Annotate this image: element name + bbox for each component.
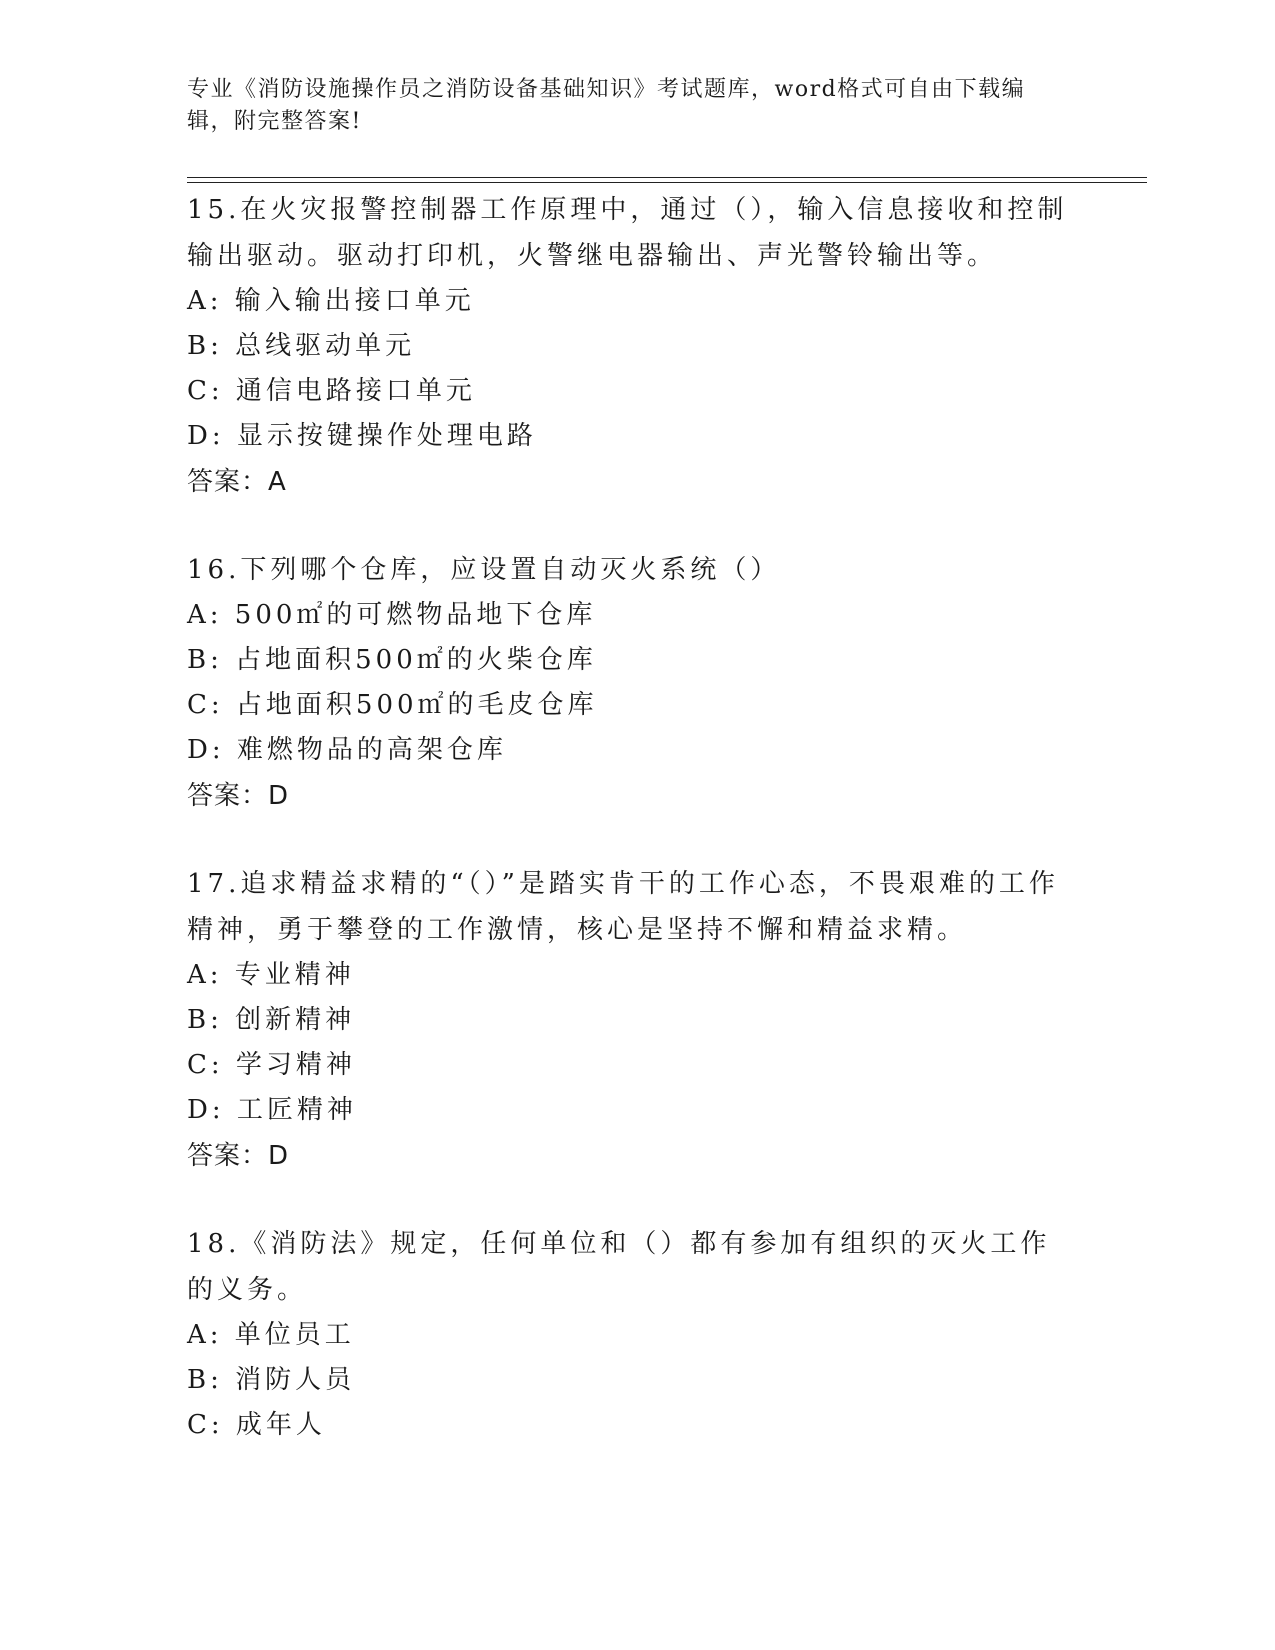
option-a: A: 500㎡的可燃物品地下仓库 <box>187 600 597 630</box>
header-rule-bottom <box>187 182 1147 183</box>
question-list <box>187 187 1077 1490</box>
option-b: B: 消防人员 <box>187 1365 356 1395</box>
option-a: A: 单位员工 <box>187 1320 355 1350</box>
option-a: A: 输入输出接口单元 <box>187 286 475 316</box>
question-17 <box>187 861 1077 1179</box>
option-c: C: 通信电路接口单元 <box>187 376 476 406</box>
question-text: 16.下列哪个仓库，应设置自动灭火系统（） <box>187 555 781 585</box>
answer-line: 答案：D <box>187 1141 290 1171</box>
option-b: B: 总线驱动单元 <box>187 331 416 361</box>
header-note: 专业《消防设施操作员之消防设备基础知识》考试题库，word格式可自由下载编辑，附完整答案! <box>187 77 1026 134</box>
option-c: C: 占地面积500㎡的毛皮仓库 <box>187 690 598 720</box>
question-text: 17.追求精益求精的“（）”是踏实肯干的工作心态，不畏艰难的工作精神，勇于攀登的工作激情，核心是坚持不懈和精益求精。 <box>187 869 1059 945</box>
option-a: A: 专业精神 <box>187 960 355 990</box>
option-b: B: 占地面积500㎡的火柴仓库 <box>187 645 597 675</box>
answer-line: 答案：A <box>187 467 287 497</box>
option-d: D: 工匠精神 <box>187 1095 357 1125</box>
option-d: D: 难燃物品的高架仓库 <box>187 735 507 765</box>
option-b: B: 创新精神 <box>187 1005 356 1035</box>
header-rule-top <box>187 177 1147 178</box>
option-d: D: 显示按键操作处理电路 <box>187 421 537 451</box>
option-c: C: 成年人 <box>187 1410 326 1440</box>
question-15 <box>187 187 1077 505</box>
option-c: C: 学习精神 <box>187 1050 356 1080</box>
question-text: 15.在火灾报警控制器工作原理中，通过（），输入信息接收和控制输出驱动。驱动打印机，火警继电器输出、声光警铃输出等。 <box>187 195 1068 271</box>
question-text: 18.《消防法》规定，任何单位和（）都有参加有组织的灭火工作的义务。 <box>187 1229 1051 1305</box>
question-16 <box>187 547 1077 819</box>
question-18 <box>187 1221 1077 1448</box>
answer-line: 答案：D <box>187 781 290 811</box>
